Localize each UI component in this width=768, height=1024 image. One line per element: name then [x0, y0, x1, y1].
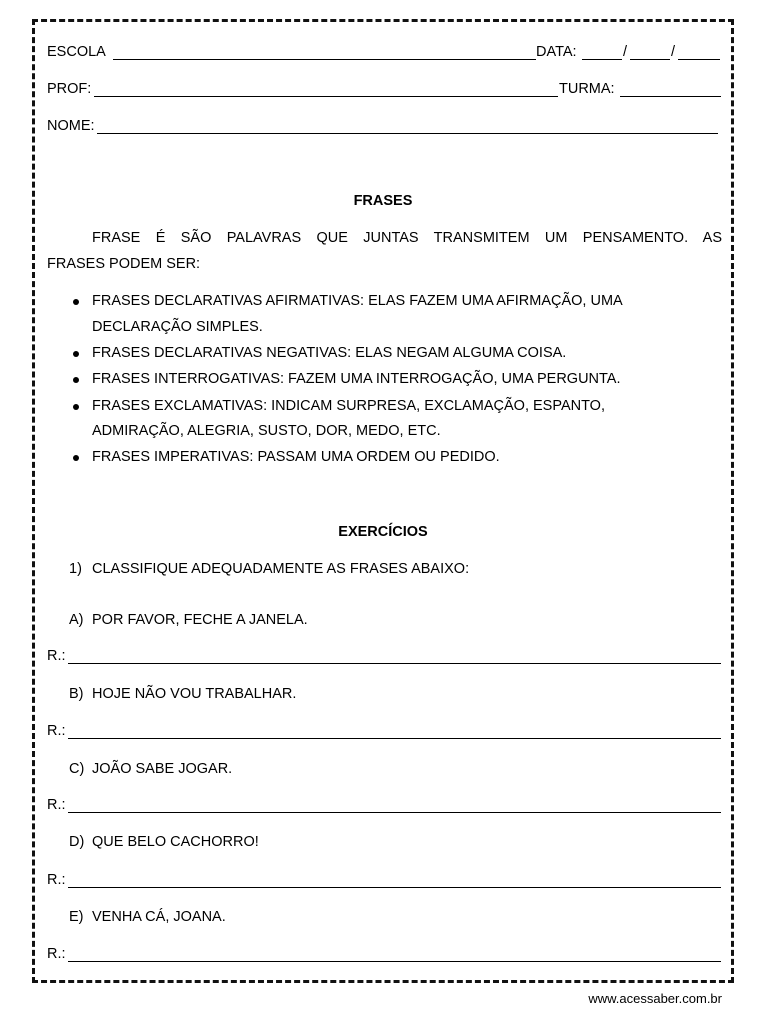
nome-label: NOME:	[47, 118, 95, 134]
item-text: JOÃO SABE JOGAR.	[92, 761, 233, 777]
escola-label: ESCOLA	[47, 44, 106, 60]
item-text: VENHA CÁ, JOANA.	[92, 909, 226, 925]
question-number: 1)	[69, 561, 82, 577]
exercises-title: EXERCÍCIOS	[338, 524, 428, 540]
item-text: QUE BELO CACHORRO!	[92, 834, 259, 850]
bullet-item: FRASES DECLARATIVAS NEGATIVAS: ELAS NEGAM ALGUMA COISA.	[92, 345, 567, 361]
item-letter: B)	[69, 686, 84, 702]
answer-label: R.:	[47, 723, 66, 739]
item-letter: E)	[69, 909, 84, 925]
bullet-dot	[73, 377, 79, 383]
answer-field-c[interactable]	[68, 812, 721, 813]
bullet-item: FRASES EXCLAMATIVAS: INDICAM SURPRESA, EXCLAMAÇÃO, ESPANTO,	[92, 398, 605, 414]
prof-field[interactable]	[94, 96, 558, 97]
bullet-dot	[73, 404, 79, 410]
bullet-dot	[73, 299, 79, 305]
bullet-item: FRASES IMPERATIVAS: PASSAM UMA ORDEM OU PEDIDO.	[92, 449, 500, 465]
answer-label: R.:	[47, 872, 66, 888]
answer-field-d[interactable]	[68, 887, 721, 888]
item-text: POR FAVOR, FECHE A JANELA.	[92, 612, 308, 628]
data-day-field[interactable]	[582, 59, 622, 60]
answer-label: R.:	[47, 648, 66, 664]
bullet-item-continuation: ADMIRAÇÃO, ALEGRIA, SUSTO, DOR, MEDO, ETC.	[92, 423, 441, 439]
data-year-field[interactable]	[678, 59, 720, 60]
answer-label: R.:	[47, 946, 66, 962]
turma-field[interactable]	[620, 96, 721, 97]
answer-field-e[interactable]	[68, 961, 721, 962]
bullet-item: FRASES DECLARATIVAS AFIRMATIVAS: ELAS FAZEM UMA AFIRMAÇÃO, UMA	[92, 293, 623, 309]
date-separator: /	[671, 44, 676, 60]
item-letter: A)	[69, 612, 84, 628]
bullet-dot	[73, 455, 79, 461]
bullet-item: FRASES INTERROGATIVAS: FAZEM UMA INTERROGAÇÃO, UMA PERGUNTA.	[92, 371, 621, 387]
page-title: FRASES	[353, 193, 413, 209]
intro-line-2: FRASES PODEM SER:	[47, 256, 201, 272]
intro-line-1: FRASE É SÃO PALAVRAS QUE JUNTAS TRANSMITEM UM PENSAMENTO. AS	[92, 230, 722, 246]
nome-field[interactable]	[97, 133, 718, 134]
data-label: DATA:	[536, 44, 577, 60]
turma-label: TURMA:	[559, 81, 615, 97]
answer-field-a[interactable]	[68, 663, 721, 664]
question-text: CLASSIFIQUE ADEQUADAMENTE AS FRASES ABAIXO:	[92, 561, 470, 577]
answer-field-b[interactable]	[68, 738, 721, 739]
item-letter: D)	[69, 834, 85, 850]
prof-label: PROF:	[47, 81, 92, 97]
bullet-dot	[73, 351, 79, 357]
data-month-field[interactable]	[630, 59, 670, 60]
item-text: HOJE NÃO VOU TRABALHAR.	[92, 686, 297, 702]
answer-label: R.:	[47, 797, 66, 813]
footer-url[interactable]: www.acessaber.com.br	[588, 991, 722, 1006]
escola-field[interactable]	[113, 59, 536, 60]
bullet-item-continuation: DECLARAÇÃO SIMPLES.	[92, 319, 263, 335]
item-letter: C)	[69, 761, 85, 777]
date-separator: /	[623, 44, 628, 60]
